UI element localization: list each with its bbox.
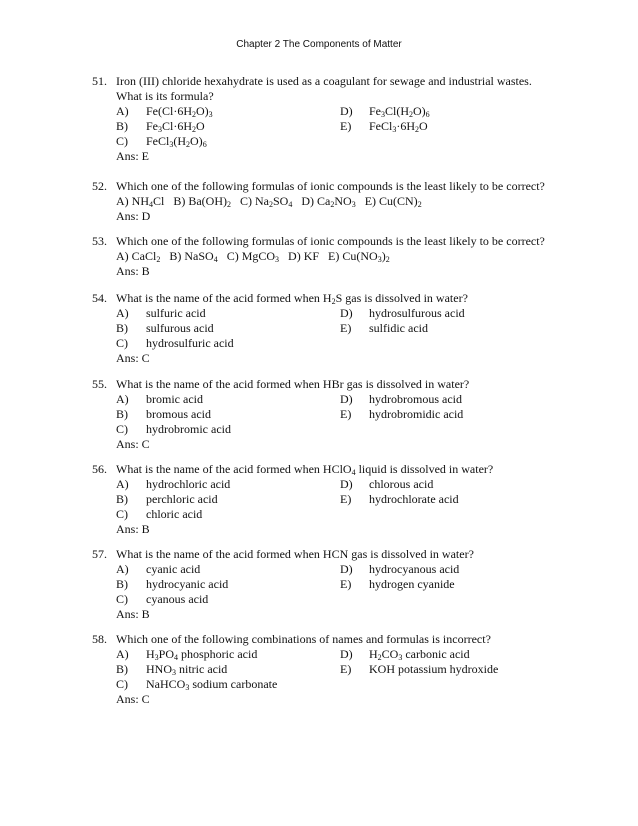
question-number: 55. [92, 377, 107, 391]
choice-row [92, 677, 491, 692]
choice-b-text: $Fe_3Cl\cdot 6H_2O$ [146, 119, 205, 134]
choice-c-text: $FeCl_3(H_2O)_6$ [146, 134, 207, 149]
choice-d-text: hydrocyanous acid [369, 562, 460, 576]
choice-a-label: A) [116, 392, 129, 406]
choice-row [92, 577, 474, 592]
answer-label: Ans: [116, 209, 139, 223]
answer [92, 264, 545, 279]
question-stem: Iron (III) chloride hexahydrate is used as a coagulant for sewage and industrial wastes. [116, 74, 532, 88]
choice-c-label: C) [116, 507, 128, 521]
choice-e-label: E) [340, 119, 352, 133]
answer [92, 607, 474, 622]
choice-row [92, 477, 493, 492]
question-number: 52. [92, 179, 107, 193]
question-52 [92, 179, 545, 224]
choice-d-label: D) [340, 647, 353, 661]
choice-b-label: B) [116, 119, 128, 133]
question-stem: What is the name of the acid formed when $H_2S$ gas is dissolved in water? [116, 291, 468, 306]
choices-inline: A) $NH_4Cl$ B) $Ba(OH)_2$ C) $Na_2SO_4$ D) $Ca_2NO_3$ E) $Cu(CN)_2$ [116, 194, 422, 209]
choice-row [92, 321, 468, 336]
choice-c-text: NaHCO$_3$ sodium carbonate [146, 677, 278, 692]
answer-label: Ans: [116, 264, 139, 278]
choice-a-label: A) [116, 562, 129, 576]
choice-a-text: hydrochloric acid [146, 477, 231, 491]
choice-a-text: sulfuric acid [146, 306, 206, 320]
choice-row [92, 647, 491, 662]
choice-e-text: sulfidic acid [369, 321, 428, 335]
answer-label: Ans: [116, 607, 139, 621]
question-57 [92, 547, 474, 622]
choice-row [92, 407, 469, 422]
answer-value: E [141, 149, 150, 163]
choice-row [92, 392, 469, 407]
question-number: 58. [92, 632, 107, 646]
choice-d-label: D) [340, 562, 353, 576]
choice-c-label: C) [116, 677, 128, 691]
question-stem: What is the name of the acid formed when HBr gas is dissolved in water? [116, 377, 470, 391]
answer-value: B [141, 607, 150, 621]
choice-a-text: cyanic acid [146, 562, 201, 576]
choice-e-text: hydrochlorate acid [369, 492, 459, 506]
answer-value: B [141, 264, 150, 278]
choice-a-text: bromic acid [146, 392, 203, 406]
choice-d-text: $Fe_3Cl(H_2O)_6$ [369, 104, 430, 119]
question-53 [92, 234, 545, 279]
choice-d-text: hydrobromous acid [369, 392, 462, 406]
choice-d-text: $H_2CO_3$ carbonic acid [369, 647, 470, 662]
choice-a-text: $H_3PO_4$ phosphoric acid [146, 647, 258, 662]
choice-b-text: bromous acid [146, 407, 211, 421]
choice-e-label: E) [340, 577, 352, 591]
question-56 [92, 462, 493, 537]
question-stem: Which one of the following formulas of ionic compounds is the least likely to be correct? [116, 179, 545, 193]
choice-e-text: KOH potassium hydroxide [369, 662, 499, 676]
choice-e-label: E) [340, 407, 352, 421]
choice-row [92, 119, 532, 134]
choice-c-label: C) [116, 134, 128, 148]
choice-c-label: C) [116, 592, 128, 606]
choices-inline: A) CaCl$_2$ B) NaSO$_4$ C) MgCO$_3$ D) KF E) $Cu(NO_3)_2$ [116, 249, 390, 264]
answer-label: Ans: [116, 437, 139, 451]
question-number: 57. [92, 547, 107, 561]
choice-e-label: E) [340, 492, 352, 506]
answer-value: D [141, 209, 151, 223]
choice-b-label: B) [116, 662, 128, 676]
question-number: 53. [92, 234, 107, 248]
choice-row [92, 306, 468, 321]
choice-e-label: E) [340, 662, 352, 676]
page-header: Chapter 2 The Components of Matter [236, 39, 402, 50]
question-stem-line2: What is its formula? [116, 89, 214, 103]
choice-c-label: C) [116, 336, 128, 350]
choice-b-text: sulfurous acid [146, 321, 214, 335]
choice-a-text: $Fe(Cl\cdot 6H_2O)_3$ [146, 104, 213, 119]
answer [92, 209, 545, 224]
choice-c-label: C) [116, 422, 128, 436]
question-number: 56. [92, 462, 107, 476]
choice-b-text: $HNO_3$ nitric acid [146, 662, 228, 677]
question-stem: Which one of the following combinations of names and formulas is incorrect? [116, 632, 491, 646]
question-55 [92, 377, 469, 452]
choice-e-label: E) [340, 321, 352, 335]
answer-value: C [141, 437, 150, 451]
choice-d-text: hydrosulfurous acid [369, 306, 465, 320]
answer-label: Ans: [116, 692, 139, 706]
answer [92, 149, 532, 164]
choice-a-label: A) [116, 306, 129, 320]
choice-a-label: A) [116, 477, 129, 491]
question-54 [92, 291, 468, 366]
choice-row [92, 492, 493, 507]
choice-b-label: B) [116, 321, 128, 335]
choice-d-text: chlorous acid [369, 477, 434, 491]
choice-e-text: hydrobromidic acid [369, 407, 464, 421]
choice-row [92, 336, 468, 351]
choice-row [92, 562, 474, 577]
question-number: 51. [92, 74, 107, 88]
answer [92, 351, 468, 366]
choice-row [92, 662, 499, 677]
question-number: 54. [92, 291, 107, 305]
choice-row [92, 134, 532, 149]
answer-label: Ans: [116, 149, 139, 163]
answer [92, 522, 493, 537]
choice-row [92, 422, 469, 437]
choice-row [92, 104, 532, 119]
choice-d-label: D) [340, 306, 353, 320]
choice-a-label: A) [116, 104, 129, 118]
choice-d-label: D) [340, 392, 353, 406]
choice-e-text: $FeCl_3\cdot 6H_2O$ [369, 119, 428, 134]
choice-row [92, 592, 474, 607]
choice-b-label: B) [116, 492, 128, 506]
question-51 [92, 74, 532, 164]
choice-c-text: hydrosulfuric acid [146, 336, 234, 350]
choice-e-text: hydrogen cyanide [369, 577, 455, 591]
choice-c-text: chloric acid [146, 507, 203, 521]
choice-d-label: D) [340, 104, 353, 118]
answer [92, 437, 469, 452]
choice-c-text: cyanous acid [146, 592, 209, 606]
choice-b-label: B) [116, 407, 128, 421]
answer-label: Ans: [116, 522, 139, 536]
question-stem: What is the name of the acid formed when HCN gas is dissolved in water? [116, 547, 474, 561]
answer-value: C [141, 351, 150, 365]
choice-d-label: D) [340, 477, 353, 491]
choice-a-label: A) [116, 647, 129, 661]
choice-b-label: B) [116, 577, 128, 591]
choice-row [92, 507, 493, 522]
choice-c-text: hydrobromic acid [146, 422, 231, 436]
choice-b-text: perchloric acid [146, 492, 218, 506]
question-stem: What is the name of the acid formed when HClO$_4$ liquid is dissolved in water? [116, 462, 494, 477]
answer-value: C [141, 692, 150, 706]
answer-label: Ans: [116, 351, 139, 365]
answer-value: B [141, 522, 150, 536]
question-stem: Which one of the following formulas of ionic compounds is the least likely to be correct? [116, 234, 545, 248]
choice-b-text: hydrocyanic acid [146, 577, 229, 591]
question-58 [92, 632, 499, 707]
answer [92, 692, 491, 707]
